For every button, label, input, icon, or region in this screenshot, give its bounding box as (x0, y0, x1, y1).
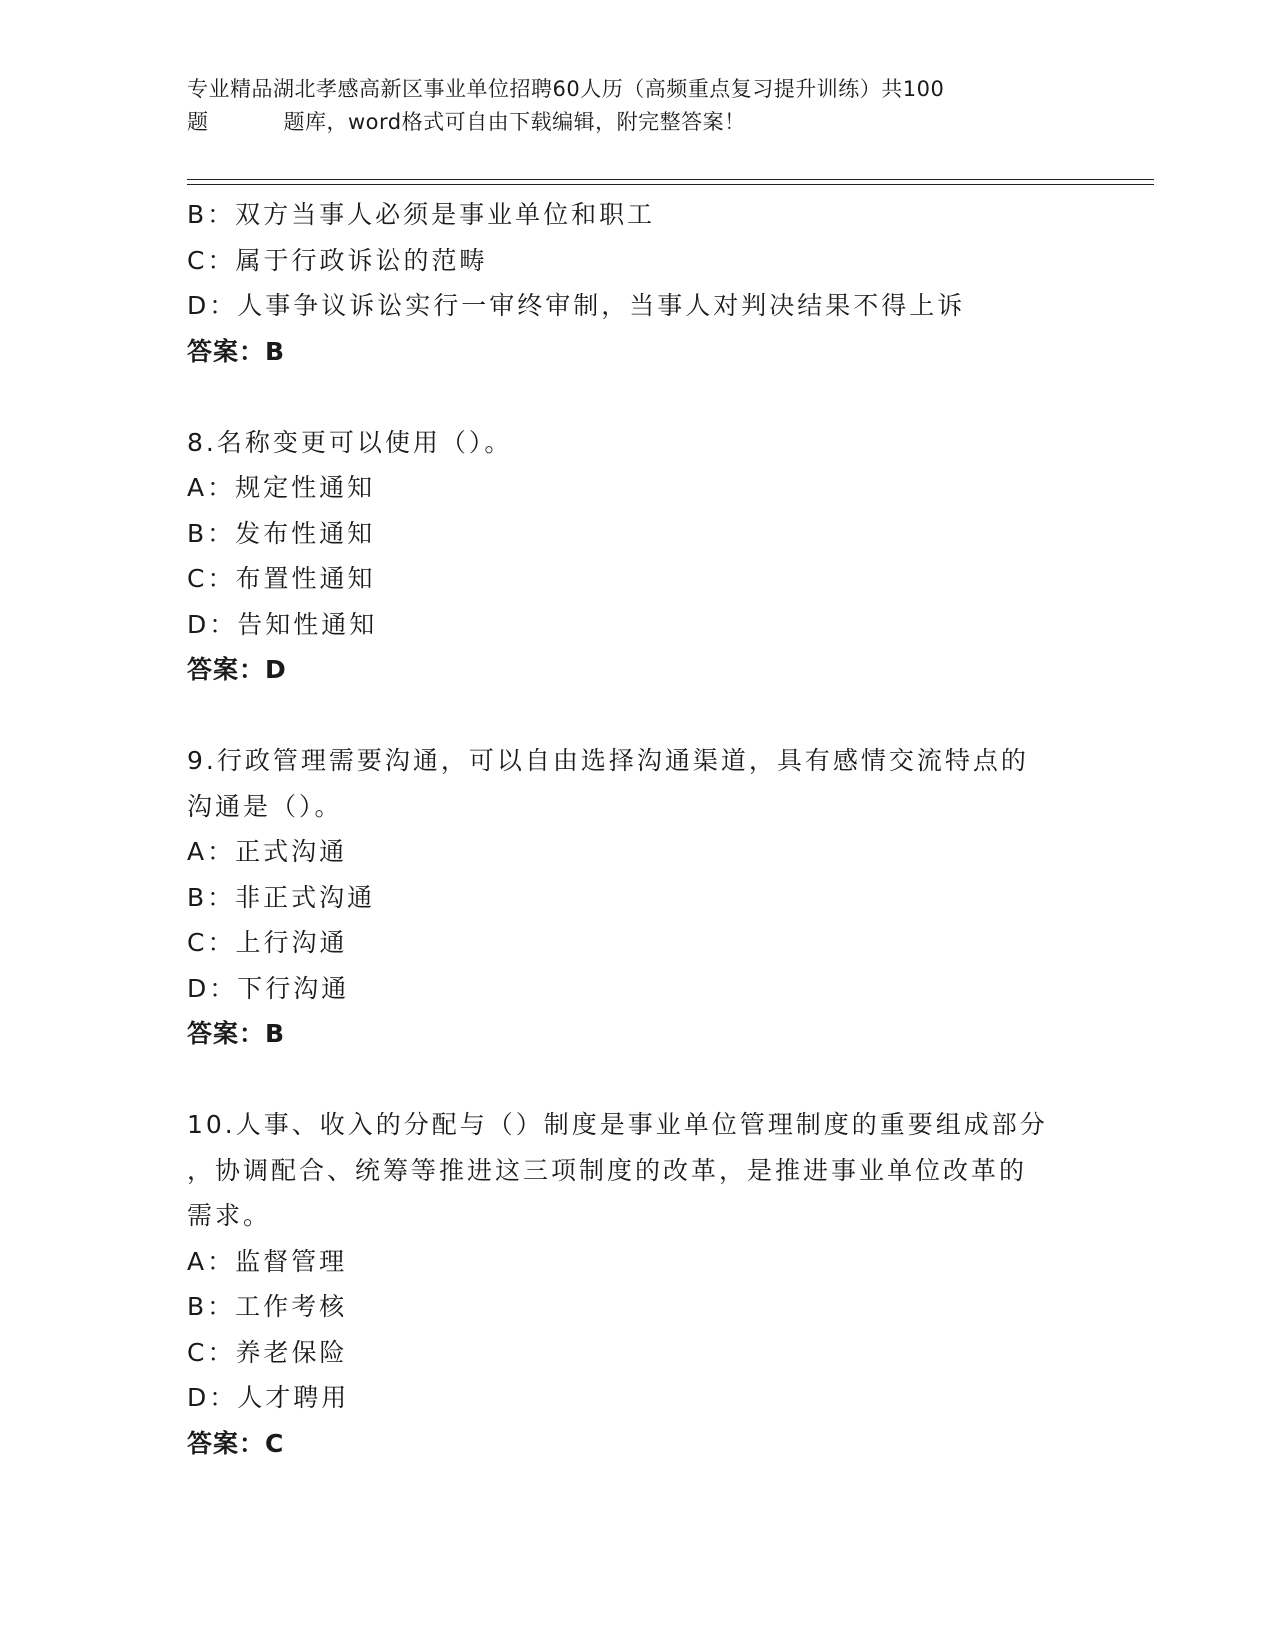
header-divider-bottom (187, 184, 1154, 185)
option-b: B：工作考核 (187, 1292, 348, 1321)
option-c: C：养老保险 (187, 1337, 348, 1367)
question-10 (187, 1102, 1087, 1466)
option-d: D：人事争议诉讼实行一审终审制，当事人对判决结果不得上诉 (187, 291, 966, 320)
document-body (187, 192, 1087, 1466)
option-d: D：告知性通知 (187, 609, 378, 639)
header-title-fragment: 题 (187, 110, 209, 134)
answer: 答案：B (187, 1019, 286, 1048)
question-text: ，协调配合、统筹等推进这三项制度的改革，是推进事业单位改革的 (187, 1155, 1028, 1185)
question-text: 9.行政管理需要沟通，可以自由选择沟通渠道，具有感情交流特点的 (187, 746, 1029, 775)
option-a: A：正式沟通 (187, 837, 348, 866)
option-a: A：监督管理 (187, 1246, 348, 1276)
header-title-line1: 专业精品湖北孝感高新区事业单位招聘60人历（高频重点复习提升训练）共100 (187, 77, 945, 101)
option-d: D：人才聘用 (187, 1383, 350, 1412)
question-8 (187, 420, 1087, 693)
question-text: 需求。 (187, 1201, 272, 1230)
question-text: 8.名称变更可以使用（）。 (187, 427, 513, 457)
answer: 答案：B (187, 336, 286, 366)
document-header (187, 73, 1067, 139)
option-c: C：布置性通知 (187, 564, 376, 593)
header-divider-top (187, 179, 1154, 180)
option-c: C：上行沟通 (187, 928, 348, 957)
option-d: D：下行沟通 (187, 973, 350, 1003)
option-b: B：发布性通知 (187, 518, 376, 548)
question-9 (187, 738, 1087, 1057)
answer: 答案：D (187, 655, 287, 684)
option-b: B：非正式沟通 (187, 882, 376, 912)
option-b: B：双方当事人必须是事业单位和职工 (187, 200, 656, 229)
answer: 答案：C (187, 1428, 285, 1458)
option-c: C：属于行政诉讼的范畴 (187, 245, 488, 275)
question-text: 沟通是（）。 (187, 791, 343, 821)
header-title-line2 (187, 106, 1067, 139)
option-a: A：规定性通知 (187, 473, 376, 502)
header-subtitle: 题库，word格式可自由下载编辑，附完整答案！ (283, 110, 746, 134)
question-text: 10.人事、收入的分配与（）制度是事业单位管理制度的重要组成部分 (187, 1110, 1048, 1139)
question-7-continued (187, 192, 1087, 374)
